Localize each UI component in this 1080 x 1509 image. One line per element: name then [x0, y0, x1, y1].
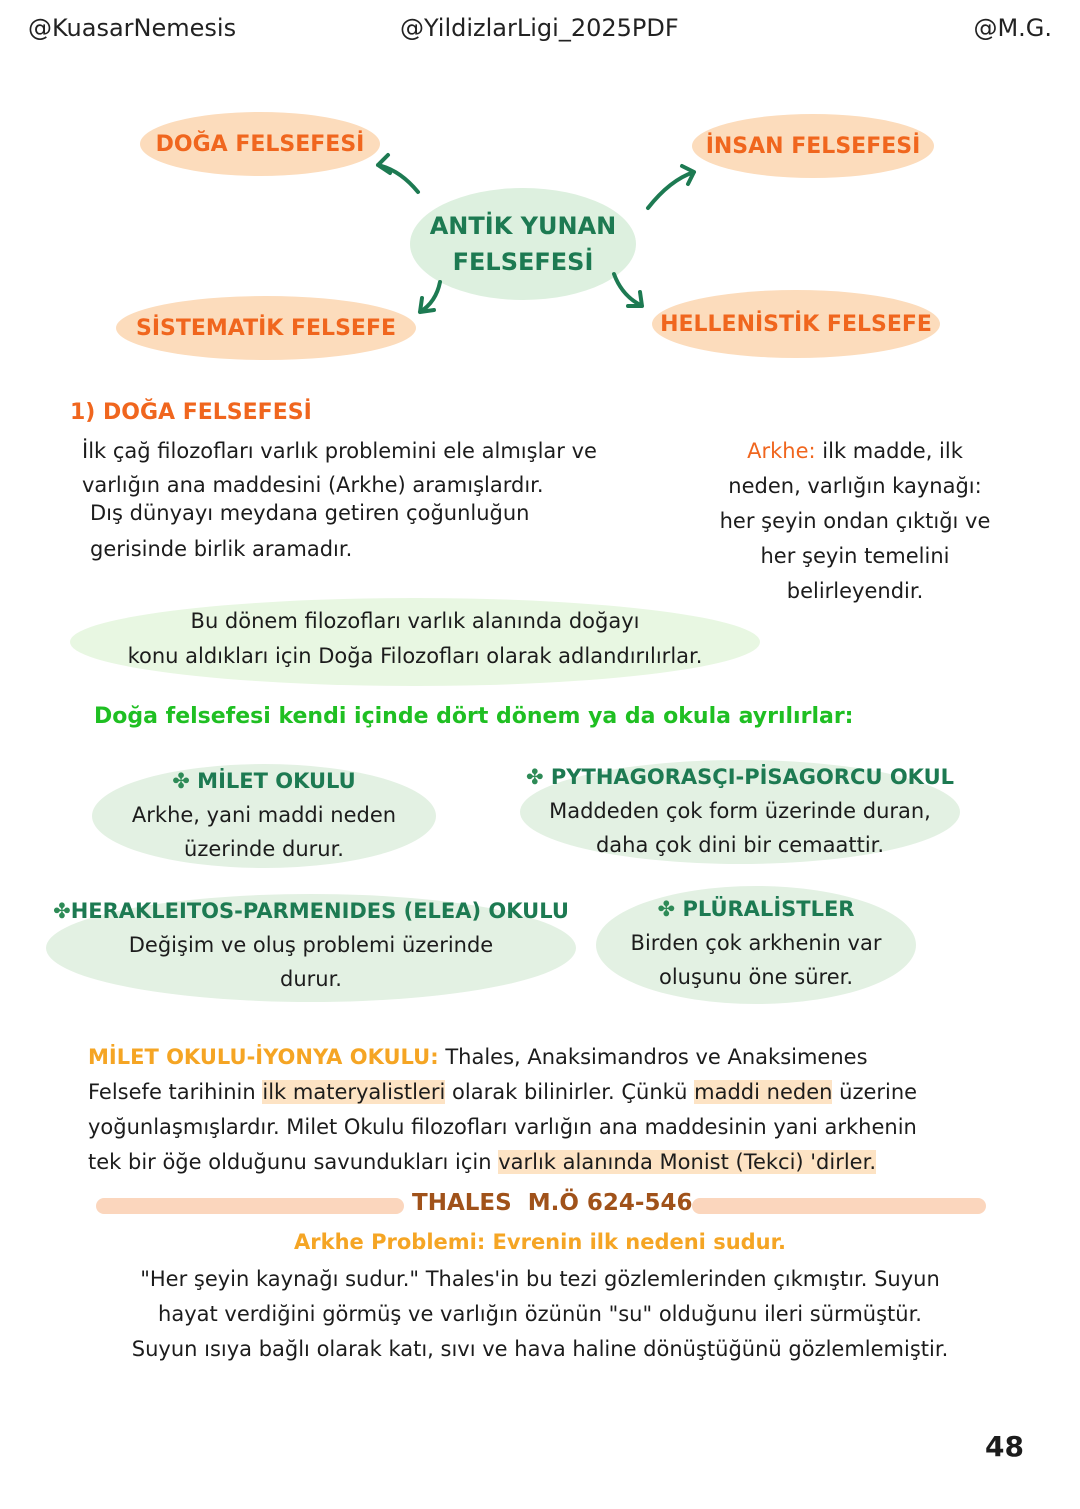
- branch-insan: İNSAN FELSEFESİ: [692, 114, 934, 178]
- thales-years: 624-546: [586, 1190, 693, 1216]
- intro-line: İlk çağ filozofları varlık problemini ele almışlar ve: [82, 439, 597, 463]
- arkhe-line: her şeyin temelini: [760, 544, 950, 568]
- schools-intro: Doğa felsefesi kendi içinde dört dönem ya da okula ayrılırlar:: [94, 704, 854, 729]
- thales-line: hayat verdiğini görmüş ve varlığın özünün "su" olduğunu ileri sürmüştür.: [158, 1302, 922, 1326]
- clover-icon: ✤: [172, 769, 198, 793]
- header-right: @M.G.: [973, 14, 1052, 42]
- school-line: Değişim ve oluş problemi üzerinde: [128, 933, 494, 957]
- school-milet: [92, 764, 436, 868]
- thales-text: [60, 1262, 1020, 1367]
- arkhe-line: belirleyendir.: [786, 579, 924, 603]
- arkhe-line: her şeyin ondan çıktığı ve: [719, 509, 991, 533]
- school-name: PLÜRALİSTLER: [682, 897, 855, 921]
- thales-name: THALES: [412, 1190, 512, 1216]
- mindmap-arrows: [0, 0, 1080, 420]
- school-line: Arkhe, yani maddi neden: [131, 803, 397, 827]
- school-line: Maddeden çok form üzerinde duran,: [549, 799, 931, 823]
- milet-text: Felsefe tarihinin: [88, 1080, 263, 1104]
- milet-text: üzerine: [832, 1080, 918, 1104]
- intro-line: Dış dünyayı meydana getiren çoğunluğun: [90, 501, 530, 525]
- arkhe-label: Arkhe:: [747, 439, 816, 463]
- note-line: konu aldıkları için Doğa Filozofları olarak adlandırılırlar.: [127, 644, 703, 668]
- milet-paragraph: [88, 1040, 1018, 1180]
- highlight: varlık alanında Monist (Tekci) 'dirler.: [498, 1150, 876, 1174]
- milet-text: tek bir öğe olduğunu savundukları için: [88, 1150, 499, 1174]
- divider-right: [692, 1198, 986, 1214]
- thales-heading: [412, 1190, 692, 1216]
- note-line: Bu dönem filozofları varlık alanında doğayı: [190, 609, 640, 633]
- school-pluralistler: [596, 886, 916, 1004]
- branch-doga: DOĞA FELSEFESİ: [140, 112, 380, 176]
- school-line: oluşunu öne sürer.: [658, 965, 853, 989]
- milet-text: Thales, Anaksimandros ve Anaksimenes: [445, 1045, 868, 1069]
- highlight: ilk materyalistleri: [262, 1080, 446, 1104]
- thales-line: Suyun ısıya bağlı olarak katı, sıvı ve hava haline dönüştüğünü gözlemlemiştir.: [131, 1337, 949, 1361]
- divider-left: [96, 1198, 404, 1214]
- school-line: daha çok dini bir cemaattir.: [595, 833, 885, 857]
- school-name: PYTHAGORASÇI-PİSAGORCU OKUL: [550, 765, 955, 789]
- center-line: ANTİK YUNAN: [429, 212, 617, 240]
- school-name: MİLET OKULU: [197, 769, 356, 793]
- highlight: maddi neden: [694, 1080, 833, 1104]
- clover-icon: ✤: [53, 899, 71, 923]
- branch-sistematik: SİSTEMATİK FELSEFE: [116, 296, 416, 360]
- header-center: @YildizlarLigi_2025PDF: [400, 14, 679, 42]
- header-left: @KuasarNemesis: [28, 14, 237, 42]
- school-pythagoras: [520, 760, 960, 864]
- milet-text: yoğunlaşmışlardır. Milet Okulu filozofları varlığın ana maddesinin yani arkhenin: [88, 1115, 917, 1139]
- school-name: HERAKLEITOS-PARMENIDES (ELEA) OKULU: [70, 899, 569, 923]
- thales-era: M.Ö: [527, 1190, 579, 1216]
- arkhe-definition: [700, 434, 1010, 609]
- clover-icon: ✤: [657, 897, 683, 921]
- thales-line: "Her şeyin kaynağı sudur." Thales'in bu tezi gözlemlerinden çıkmıştır. Suyun: [140, 1267, 940, 1291]
- branch-hellenistik: HELLENİSTİK FELSEFE: [652, 290, 940, 358]
- arkhe-problem: Arkhe Problemi: Evrenin ilk nedeni sudur.: [294, 1230, 786, 1254]
- milet-text: olarak bilinirler. Çünkü: [445, 1080, 695, 1104]
- arkhe-line: ilk madde, ilk: [822, 439, 963, 463]
- school-line: Birden çok arkhenin var: [630, 931, 882, 955]
- intro-line: varlığın ana maddesini (Arkhe) aramışlardır.: [82, 473, 544, 497]
- intro-line: gerisinde birlik aramadır.: [90, 537, 353, 561]
- section-title: 1) DOĞA FELSEFESİ: [70, 400, 312, 425]
- center-line: FELSEFESİ: [452, 248, 594, 276]
- arkhe-line: neden, varlığın kaynağı:: [728, 474, 982, 498]
- note-box: [70, 598, 760, 686]
- clover-icon: ✤: [525, 765, 551, 789]
- school-line: üzerinde durur.: [184, 837, 344, 861]
- milet-label: MİLET OKULU-İYONYA OKULU:: [88, 1045, 439, 1069]
- page-number: 48: [985, 1430, 1024, 1463]
- school-elea: [46, 894, 576, 1002]
- school-line: durur.: [280, 967, 342, 991]
